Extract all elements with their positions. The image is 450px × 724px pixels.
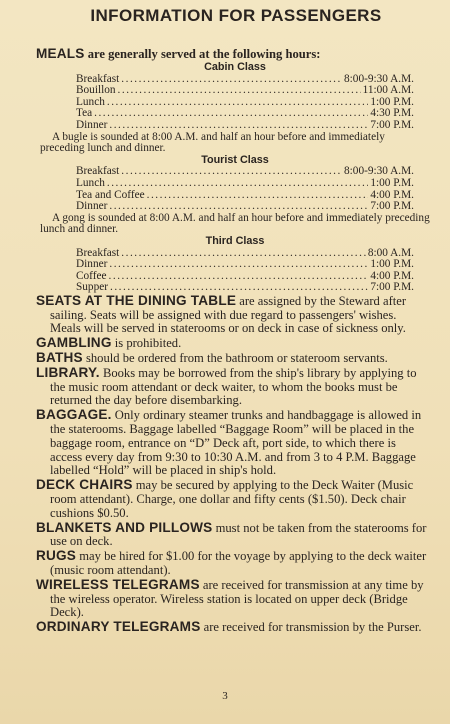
meal-time: 4:00 P.M. (370, 188, 414, 201)
meal-name: Breakfast (76, 165, 120, 178)
meal-time: 1:00 P.M. (370, 95, 414, 108)
section-text: should be ordered from the bathroom or stateroom servants. (85, 351, 388, 366)
meal-time: 8:00-9:30 A.M. (344, 165, 414, 178)
section-keyword: GAMBLING (36, 335, 112, 351)
meal-row (76, 97, 414, 109)
section-keyword: RUGS (36, 548, 77, 564)
meal-time: 8:00 A.M. (367, 246, 414, 259)
meal-name: Breakfast (76, 246, 120, 259)
leader-dots (109, 120, 368, 132)
rule-paragraph (36, 478, 430, 520)
rule-paragraph (36, 336, 430, 351)
section-text: may be secured by applying to the Deck Waiter (Music room attendant). Charge, one dollar and fifty cents ($1.50). Deck chair cushions $0.50. (50, 478, 414, 520)
meals-section (36, 46, 430, 294)
leader-dots (109, 201, 368, 213)
meal-time: 1:00 P.M. (370, 176, 414, 189)
section-text: are received for transmission at any time by the wireless operator. Wireless station is located on upper deck (Bridge Deck). (50, 577, 424, 620)
leader-dots (121, 166, 342, 178)
meal-name: Breakfast (76, 72, 120, 85)
meal-time: 7:00 P.M. (370, 281, 414, 294)
section-text: are received for transmission by the Purser. (203, 620, 422, 635)
section-text: are generally served at the following hours: (87, 47, 321, 61)
meal-time: 7:00 P.M. (370, 118, 414, 131)
meal-row (76, 248, 414, 260)
rules-list (36, 294, 430, 635)
meal-name: Dinner (76, 200, 108, 213)
section-keyword: SEATS AT THE DINING TABLE (36, 292, 237, 308)
section-text: Only ordinary steamer trunks and handbaggage is allowed in the staterooms. Baggage labelled “Baggage Room” will be placed in the baggage room, entrance on “D” Deck aft, port side, to which there is access every day from 9:30 to 10:30 A.M. and from 3 to 4 P.M. Baggage labelled “Hold” will be placed in ship's hold. (50, 408, 422, 478)
meal-row (76, 271, 414, 283)
section-keyword: ORDINARY TELEGRAMS (36, 619, 201, 635)
meal-name: Coffee (76, 269, 107, 282)
meal-time: 11:00 A.M. (362, 84, 414, 97)
section-keyword: LIBRARY. (36, 364, 100, 380)
meal-time: 4:00 P.M. (370, 269, 414, 282)
signal-note: A bugle is sounded at 8:00 A.M. and half an hour before and immediately preceding lunch and dinner. (40, 130, 385, 155)
meal-name: Tea and Coffee (76, 188, 145, 201)
rule-paragraph (36, 549, 430, 578)
meal-name: Dinner (76, 118, 108, 131)
section-text: Books may be borrowed from the ship's library by applying to the music room attendant or deck waiter, to whom the books must be returned the day before disembarking. (50, 365, 417, 408)
meal-name: Tea (76, 107, 93, 120)
meal-schedule (76, 166, 414, 212)
section-keyword: WIRELESS TELEGRAMS (36, 576, 200, 592)
leader-dots (94, 108, 368, 120)
meal-row (76, 85, 414, 97)
meal-row (76, 178, 414, 190)
rule-paragraph (36, 620, 430, 635)
section-keyword: BAGGAGE. (36, 407, 112, 423)
class-heading: Third Class (205, 234, 265, 247)
section-keyword: MEALS (36, 46, 85, 61)
rule-paragraph (36, 408, 430, 478)
section-keyword: BLANKETS AND PILLOWS (36, 519, 213, 535)
meal-name: Supper (76, 281, 109, 294)
meal-schedule (76, 248, 414, 294)
section-text: is prohibited. (114, 336, 182, 351)
page-number: 3 (222, 690, 228, 702)
meal-name: Lunch (76, 176, 105, 189)
section-text: are assigned by the Steward after sailing. Seats will be assigned with due regard to passengers' wishes. Meals will be served in staterooms or on deck in case of sickness only. (50, 293, 407, 336)
signal-note: A gong is sounded at 8:00 A.M. and half an hour before and immediately preceding lunch and dinner. (40, 211, 430, 236)
rule-paragraph (36, 351, 430, 366)
meals-intro (36, 46, 430, 62)
class-heading: Cabin Class (204, 61, 266, 73)
leader-dots (121, 248, 366, 260)
rule-paragraph (36, 366, 430, 408)
rule-paragraph (36, 294, 430, 336)
rule-paragraph (36, 521, 430, 550)
leader-dots (109, 259, 368, 271)
leader-dots (107, 178, 368, 190)
meal-schedule (76, 74, 414, 132)
meal-name: Dinner (76, 258, 108, 271)
meal-row (76, 166, 414, 178)
meal-time: 4:30 P.M. (370, 107, 414, 120)
leader-dots (147, 190, 369, 202)
section-keyword: BATHS (36, 350, 83, 366)
meal-row (76, 190, 414, 202)
meal-name: Bouillon (76, 84, 116, 97)
meal-time: 8:00-9:30 A.M. (344, 72, 414, 85)
page-title: INFORMATION FOR PASSENGERS (90, 6, 382, 25)
rule-paragraph (36, 578, 430, 620)
leader-dots (109, 271, 369, 283)
meal-row (76, 201, 414, 213)
class-heading: Tourist Class (201, 153, 269, 166)
meal-row (76, 108, 414, 120)
meal-row (76, 120, 414, 132)
leader-dots (121, 74, 342, 86)
section-keyword: DECK CHAIRS (36, 477, 133, 493)
section-text: must not be taken from the staterooms for use on deck. (50, 520, 427, 549)
leader-dots (118, 85, 361, 97)
meal-time: 7:00 P.M. (370, 200, 414, 213)
meal-row (76, 259, 414, 271)
meal-name: Lunch (76, 95, 105, 108)
section-text: may be hired for $1.00 for the voyage by applying to the deck waiter (music room attendant). (50, 549, 427, 578)
meal-time: 1:00 P.M. (370, 258, 414, 271)
leader-dots (107, 97, 368, 109)
